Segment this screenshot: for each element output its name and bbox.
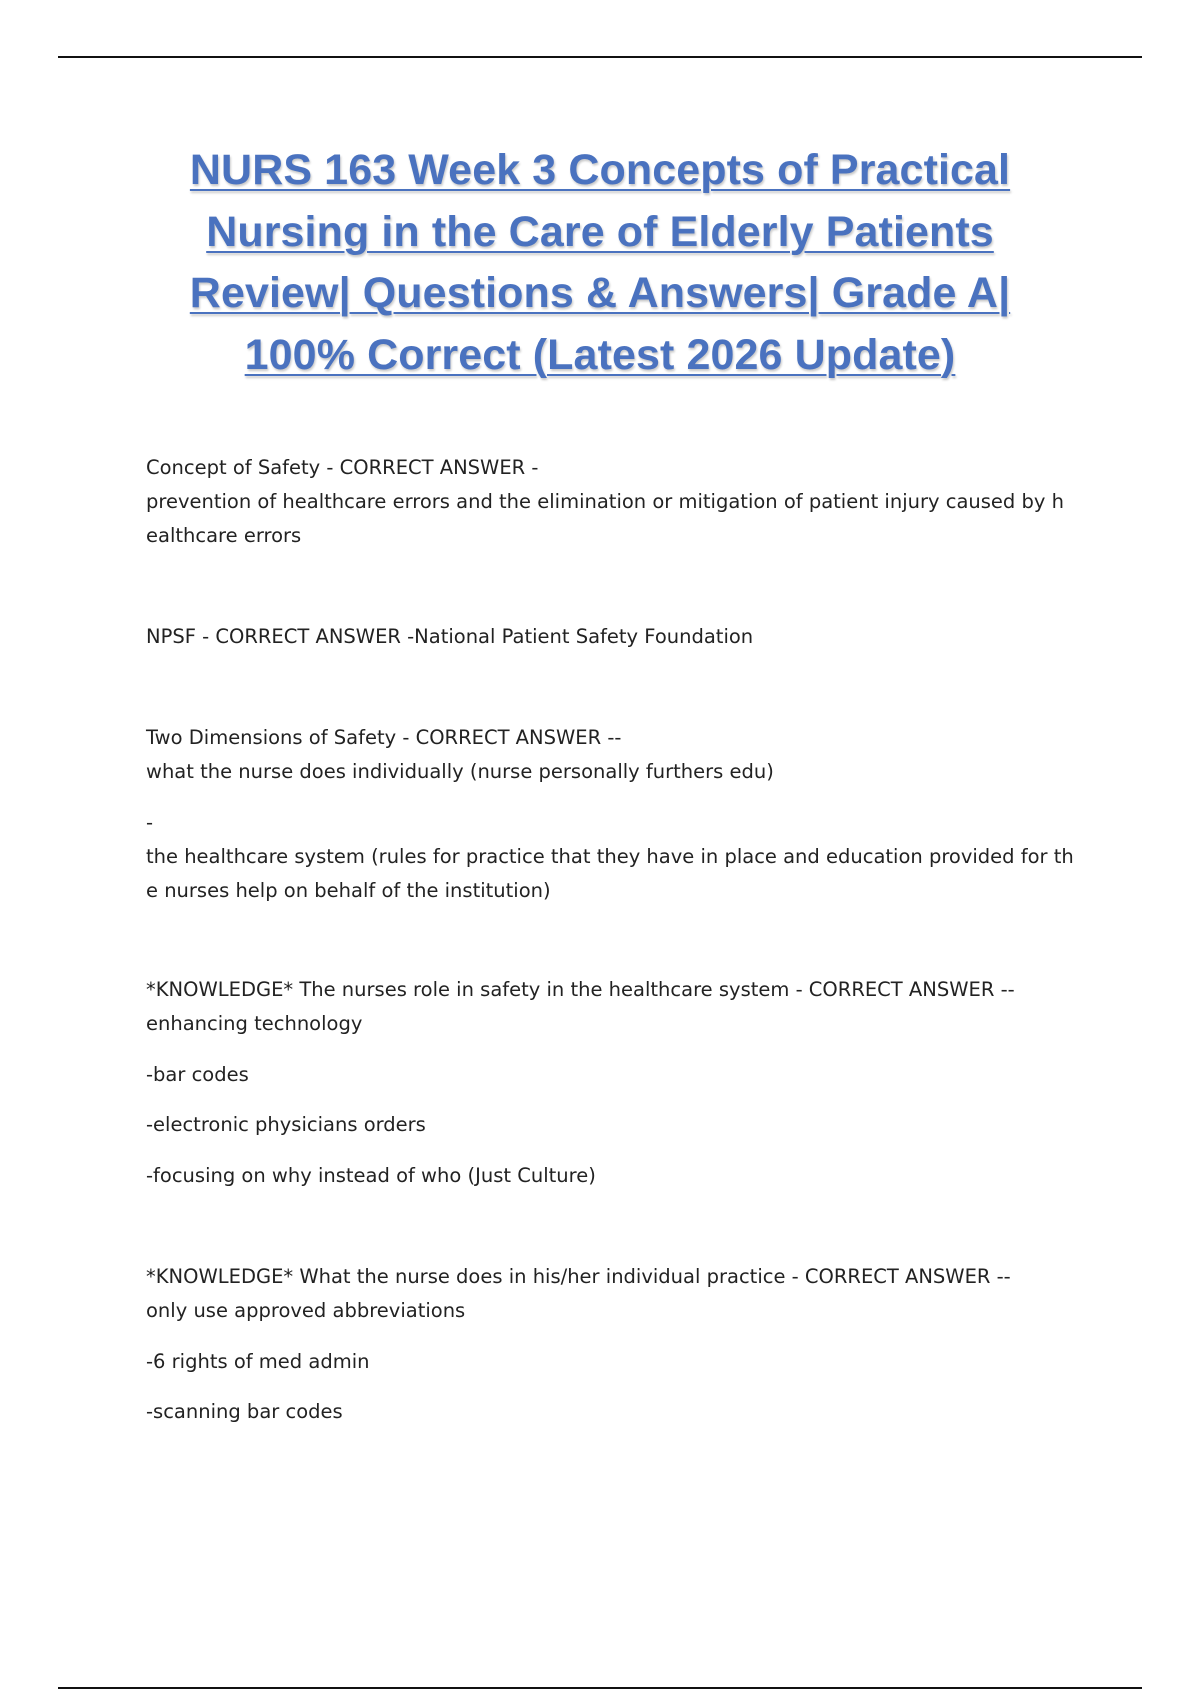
- document-title: [140, 140, 1060, 386]
- entry-3-answer-line: -: [146, 811, 154, 834]
- top-rule: [58, 56, 1142, 58]
- entry-4-answer-line: -electronic physicians orders: [146, 1113, 426, 1136]
- entry-4-question: *KNOWLEDGE* The nurses role in safety in the healthcare system - CORRECT ANSWER --: [146, 978, 1015, 1001]
- entry-4-answer-line: -focusing on why instead of who (Just Culture): [146, 1164, 596, 1187]
- title-line-2: Nursing in the Care of Elderly Patients: [206, 207, 994, 256]
- entry-5-answer-line: only use approved abbreviations: [146, 1299, 466, 1322]
- entry-4-answer-line: -bar codes: [146, 1063, 249, 1086]
- entry-3-answer-line: what the nurse does individually (nurse personally furthers edu): [146, 760, 774, 783]
- entry-5-answer-line: -6 rights of med admin: [146, 1350, 370, 1373]
- title-line-4: 100% Correct (Latest 2026 Update): [244, 330, 956, 379]
- entry-5-question: *KNOWLEDGE* What the nurse does in his/her individual practice - CORRECT ANSWER --: [146, 1265, 1011, 1288]
- entry-1-answer-line: ealthcare errors: [146, 524, 302, 547]
- entry-1-question: Concept of Safety - CORRECT ANSWER -: [146, 456, 539, 479]
- entry-1-answer-line: prevention of healthcare errors and the elimination or mitigation of patient injury caused by h: [146, 490, 1064, 513]
- entry-5-answer-line: -scanning bar codes: [146, 1400, 343, 1423]
- entry-3-answer-line: e nurses help on behalf of the institution): [146, 879, 551, 902]
- bottom-rule: [58, 1687, 1142, 1689]
- title-line-1: NURS 163 Week 3 Concepts of Practical: [189, 146, 1011, 194]
- entry-4-answer-line: enhancing technology: [146, 1012, 363, 1035]
- entry-2-question: NPSF - CORRECT ANSWER -National Patient Safety Foundation: [146, 625, 754, 648]
- entry-3-answer-line: the healthcare system (rules for practice that they have in place and education provided for th: [146, 845, 1074, 868]
- title-line-3: Review| Questions & Answers| Grade A|: [189, 269, 1011, 317]
- entry-3-question: Two Dimensions of Safety - CORRECT ANSWER --: [146, 726, 622, 749]
